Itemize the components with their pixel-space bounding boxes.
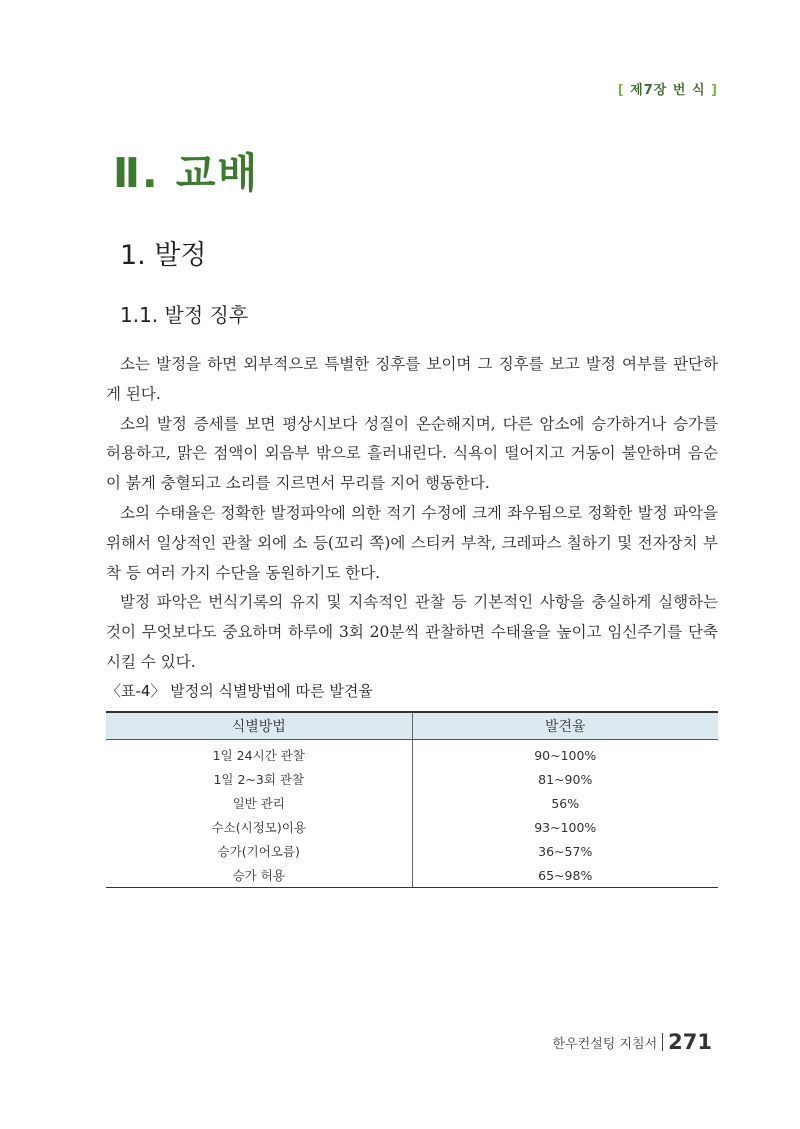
table-cell-method: 승가 허용 [106, 863, 412, 888]
table-row [106, 839, 718, 863]
table-row [106, 791, 718, 815]
subsection-title: 1.1. 발정 징후 [120, 303, 249, 327]
table-cell-rate: 93~100% [534, 819, 597, 835]
table-header-rate: 발견율 [412, 712, 718, 740]
footer-text: 한우컨설팅 지침서 [552, 1036, 658, 1052]
table-cell-method: 승가(기어오름) [106, 839, 412, 863]
table-cell-method: 1일 2~3회 관찰 [106, 767, 412, 791]
table-row [106, 815, 718, 839]
table-row [106, 863, 718, 888]
table-cell-rate: 56% [551, 795, 580, 811]
table-caption: 〈표-4〉 발정의 식별방법에 따른 발견율 [106, 682, 373, 700]
chapter-label [618, 79, 718, 98]
page-footer [553, 1030, 712, 1054]
detection-rate-table [106, 711, 718, 888]
paragraph: 소의 수태율은 정확한 발정파악에 의한 적기 수정에 크게 좌우됨으로 정확한 발정 파악을 위해서 일상적인 관찰 외에 소 등(꼬리 쪽)에 스티커 부착, 크레파스 칠하기 및 전자장치 부착 등 여러 가지 수단을 동원하기도 한다. [106, 503, 718, 582]
section-title: 1. 발정 [120, 240, 207, 271]
paragraph: 소는 발정을 하면 외부적으로 특별한 징후를 보이며 그 징후를 보고 발정 여부를 판단하게 된다. [106, 355, 718, 403]
table-cell-rate: 81~90% [538, 771, 593, 787]
table-header-method: 식별방법 [106, 712, 412, 740]
table-cell-method: 일반 관리 [106, 791, 412, 815]
body-text [106, 350, 718, 678]
table-cell-method: 1일 24시간 관찰 [106, 740, 412, 768]
table-header-row [106, 712, 718, 740]
table-cell-method: 수소(시정모)이용 [106, 815, 412, 839]
paragraph: 소의 발정 증세를 보면 평상시보다 성질이 온순해지며, 다른 암소에 승가하거나 승가를 허용하고, 맑은 점액이 외음부 밖으로 흘러내린다. 식욕이 떨어지고 거동이 불안하며 음순이 붉게 충혈되고 소리를 지르면서 무리를 지어 행동한다. [106, 414, 718, 493]
table-row [106, 740, 718, 768]
page-number: 271 [668, 1030, 712, 1054]
bracket-close: ] [711, 83, 718, 98]
paragraph: 발정 파악은 번식기록의 유지 및 지속적인 관찰 등 기본적인 사항을 충실하게 실행하는 것이 무엇보다도 중요하며 하루에 3회 20분씩 관찰하면 수태율을 높이고 임신주기를 단축시킬 수 있다. [106, 593, 718, 671]
chapter-label-text: 제7장 번 식 [630, 83, 706, 98]
part-title: Ⅱ. 교배 [113, 149, 260, 197]
table-cell-rate: 36~57% [538, 843, 593, 859]
table-cell-rate: 90~100% [534, 747, 597, 763]
table-cell-rate: 65~98% [412, 863, 718, 888]
bracket-open: [ [617, 83, 625, 98]
table-row [106, 767, 718, 791]
footer-divider [662, 1033, 663, 1051]
